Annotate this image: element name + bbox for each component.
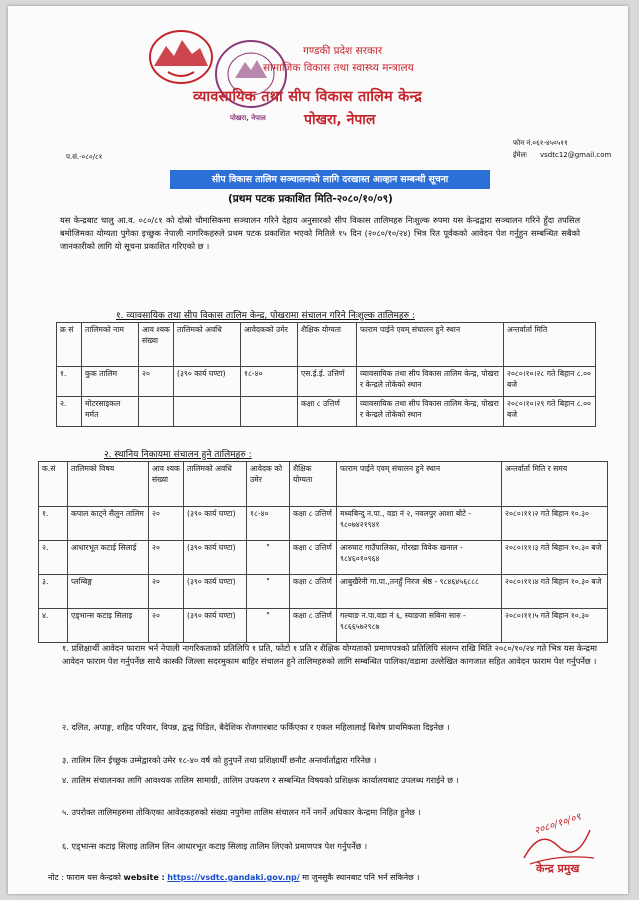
table-row: [57, 397, 596, 427]
cell: २०: [149, 609, 184, 643]
section2-title: २. स्थानिय निकायमा संचालन हुने तालिमहरु :: [104, 450, 252, 460]
table-header-row: [39, 462, 608, 507]
centre-city: पोखरा, नेपाल: [304, 112, 376, 128]
signature-date: २०८०/१०/०९: [532, 811, 583, 838]
table-header-row: [57, 323, 596, 367]
header-cell: आवेदक को उमेर: [247, 462, 290, 507]
nepal-emblem-icon: [148, 28, 214, 86]
cell: कपाल काट्ने सैलुन तालिम: [68, 507, 149, 541]
cell: आरुघाट गाउँपालिका, गोरखा विवेक खनाल - ९८४६०१०९६४: [337, 541, 502, 575]
cell: ३.: [39, 575, 68, 609]
cell: २०: [149, 507, 184, 541]
cell: [241, 397, 298, 427]
email-address: vsdtc12@gmail.com: [540, 151, 612, 159]
cell: ": [247, 541, 290, 575]
cell: १.: [39, 507, 68, 541]
cell: मध्यबिन्दु न.पा., वडा नं २, नवलपुर आशा बोटे - ९८०७४२१९४१: [337, 507, 502, 541]
header-cell: शैक्षिक योग्यता: [290, 462, 337, 507]
cell: (३९० कार्य घण्टा): [174, 367, 241, 397]
cell: २०८०।११।५ गते बिहान १०.३०: [502, 609, 608, 643]
cell: एस.ई.ई. उत्तिर्ण: [298, 367, 357, 397]
centre-name: व्यावसायिक तथा सीप विकास तालिम केन्द्र: [193, 89, 423, 105]
cell: २०: [149, 575, 184, 609]
header-cell: फाराम पाईने एवम् संचालन हुने स्थान: [357, 323, 504, 367]
training-table-2: [38, 461, 608, 643]
note-6: ६. एड्भान्स कटाइ सिलाइ तालिम लिन आधारभूत कटाइ सिलाइ तालिम लिएको प्रमाणपत्र पेश गर्नुपर्नेछ ।: [62, 841, 368, 851]
cell: [174, 397, 241, 427]
cell: (३९० कार्य घण्टा): [184, 609, 247, 643]
notice-banner: सीप विकास तालिम सञ्चालनको लागि दरखास्त आव्हान सम्बन्धी सूचना: [170, 170, 490, 189]
cell: २०८०।११।३ गते बिहान १०.३० बजे: [502, 541, 608, 575]
cell: कुक तालिम: [82, 367, 139, 397]
table-row: [39, 507, 608, 541]
cell: २.: [39, 541, 68, 575]
footer-prefix: नोट : फाराम यस केन्द्रको: [48, 873, 121, 882]
cell: व्यावसायिक तथा सीप विकास तालिम केन्द्र, पोखरा र केन्द्रले तोकेको स्थान: [357, 367, 504, 397]
notice-page: [8, 6, 628, 894]
header-cell: आव श्यक संख्या: [139, 323, 174, 367]
gov-name: गण्डकी प्रदेश सरकार: [303, 45, 383, 57]
cell: २०८०।११।४ गते बिहान १०.३० बजे: [502, 575, 608, 609]
cell: २०८०।१०।२९ गते बिहान ८.०० बजे: [504, 397, 596, 427]
cell: एड्भान्स कटाइ सिलाइ: [68, 609, 149, 643]
cell: मोटरसाइकल मर्मत: [82, 397, 139, 427]
note-2: २. दलित, अपाङ्ग, शहिद परिवार, विपन्न, द्वन्द्व पिडित, बैदेशिक रोजगारबाट फर्किएका र एकल महिलालाई बिशेष प्राथमिकता दिइनेछ ।: [62, 722, 450, 732]
note-5: ५. उपरोक्त तालिमहरुमा तोकिएका आवेदकहरुको संख्या नपुगेमा तालिम संचालन गर्ने नगर्ने अधिकार केन्द्रमा निहित हुनेछ ।: [62, 807, 421, 817]
note-3: ३. तालिम लिन ईच्छुक उम्मेद्वारको उमेर १८-४० वर्ष को हुनुपर्ने तथा प्रशिक्षार्थी छनौट अन्तर्वार्ताद्वारा गरिनेछ ।: [62, 755, 377, 765]
table-row: [57, 367, 596, 397]
cell: (३९० कार्य घण्टा): [184, 541, 247, 575]
header-cell: तालिमको विषय: [68, 462, 149, 507]
footer-suffix: मा जुनसुकै स्थानबाट पनि भर्न सकिनेछ ।: [302, 873, 420, 882]
header-cell: अन्तर्वार्ता मिति: [504, 323, 596, 367]
cell: प्लम्बिङ्ग: [68, 575, 149, 609]
cell: २.: [57, 397, 82, 427]
ministry-name: सामाजिक विकास तथा स्वास्थ्य मन्त्रालय: [263, 62, 414, 74]
cell: १८-४०: [247, 507, 290, 541]
cell: १८-४०: [241, 367, 298, 397]
cell: (३९० कार्य घण्टा): [184, 575, 247, 609]
cell: २०: [149, 541, 184, 575]
cell: कक्षा ८ उत्तिर्ण: [290, 609, 337, 643]
intro-paragraph: यस केन्द्रबाट चालु आ.व. ०८०/८१ को दोस्रो चौमासिकमा सञ्चालन गरिने देहाय अनुसारको सीप विकास तालिमहरु निःशुल्क रुपमा यस केन्द्रद्वारा सञ्चालन गरिने हुँदा तपसिल बमोजिमका योग्यता पुगेका इच्छुक नेपाली नागरिकहरुले प्रथम पटक प्रकाशित भएको मितिले १५ दिन (२०८०/१०/२४) भित्र रित पूर्वकको आवेदन पेश गर्नुहुन सम्बन्धित सबैको जानकारीको लागि यो सूचना प्रकाशित गरिएको छ ।: [60, 215, 580, 251]
footer-note: [48, 872, 419, 883]
section1-title: १. व्यावसायिक तथा सीप विकास तालिम केन्द्र, पोखरामा संचालन गरिने निःशुल्क तालिमहरु :: [116, 311, 415, 321]
cell: ": [247, 609, 290, 643]
cell: आबुखैरेनी गा.पा.,तनहुँ निरज श्रेष्ठ - ९८४६४५६८८८: [337, 575, 502, 609]
table-row: [39, 609, 608, 643]
note-1: १. प्रशिक्षार्थी आवेदन फाराम भर्न नेपाली नागरिकताको प्रतिलिपि १ प्रति, फोटो १ प्रति र शैक्षिक योग्यताको प्रमाणपत्रको प्रतिलिपि संलग्न राखि मिति २०८०/१०/२४ गते भित्र यस केन्द्रमा आवेदन फाराम पेश गर्नुपर्नेछ साथै कास्की जिल्ला सदरमुकाम बाहिर संचालन हुने तालिमहरुको लागि सम्बन्धित पालिका/वडामा उल्लेखित कागजात सहित आवेदन फाराम पेश गर्नुपर्नेछ ।: [62, 643, 597, 666]
header-cell: तालिमको अवधि: [184, 462, 247, 507]
cell: २०: [139, 367, 174, 397]
cell: आधारभूत कटाई सिलाई: [68, 541, 149, 575]
website-label: website :: [123, 873, 165, 882]
reference-number: प.सं.-०८०/८१: [66, 153, 103, 161]
cell: गल्याङ न.पा.वडा नं ६, स्याङजा सबिना सारु - ९८६६५७२९८७: [337, 609, 502, 643]
header-cell: अन्तर्वार्ता मिति र समय: [502, 462, 608, 507]
cell: २०८०।११।२ गते बिहान १०.३०: [502, 507, 608, 541]
cell: कक्षा ८ उत्तिर्ण: [298, 397, 357, 427]
cell: कक्षा ८ उत्तिर्ण: [290, 507, 337, 541]
signature-title: केन्द्र प्रमुख: [536, 862, 580, 875]
cell: कक्षा ८ उत्तिर्ण: [290, 575, 337, 609]
cell: कक्षा ८ उत्तिर्ण: [290, 541, 337, 575]
training-table-1: [56, 322, 596, 427]
cell: २०८०।१०।२८ गते बिहान ८.०० बजे: [504, 367, 596, 397]
phone-number: फोन नं.०६१-४५०५११: [513, 139, 568, 147]
header-cell: तालिमको अवधि: [174, 323, 241, 367]
header-cell: क.सं: [39, 462, 68, 507]
seal-city-label: पोखरा, नेपाल: [230, 114, 266, 122]
cell: ४.: [39, 609, 68, 643]
note-4: ४. तालिम संचालनका लागि आवश्यक तालिम सामाग्री, तालिम उपकरण र सम्बन्धित विषयको प्रशिक्षक कार्यालयबाट उपलब्ध गराईने छ ।: [62, 775, 459, 785]
table-row: [39, 541, 608, 575]
email-label: ईमेलः: [513, 151, 527, 159]
header-cell: आवेदकको उमेर: [241, 323, 298, 367]
header-cell: शैक्षिक योग्यता: [298, 323, 357, 367]
cell: [139, 397, 174, 427]
table-row: [39, 575, 608, 609]
cell: ": [247, 575, 290, 609]
header-cell: फाराम पाईने एवम् संचालन हुने स्थान: [337, 462, 502, 507]
cell: व्यावसायिक तथा सीप विकास तालिम केन्द्र, पोखरा र केन्द्रले तोकेको स्थान: [357, 397, 504, 427]
header-cell: तालिमको नाम: [82, 323, 139, 367]
cell: १.: [57, 367, 82, 397]
header-cell: क्र सं: [57, 323, 82, 367]
header-cell: आव श्यक संख्या: [149, 462, 184, 507]
website-link[interactable]: https://vsdtc.gandaki.gov.np/: [167, 873, 300, 882]
publish-date: (प्रथम पटक प्रकाशित मिति-२०८०/१०/०९): [228, 193, 393, 205]
cell: (३९० कार्य घण्टा): [184, 507, 247, 541]
